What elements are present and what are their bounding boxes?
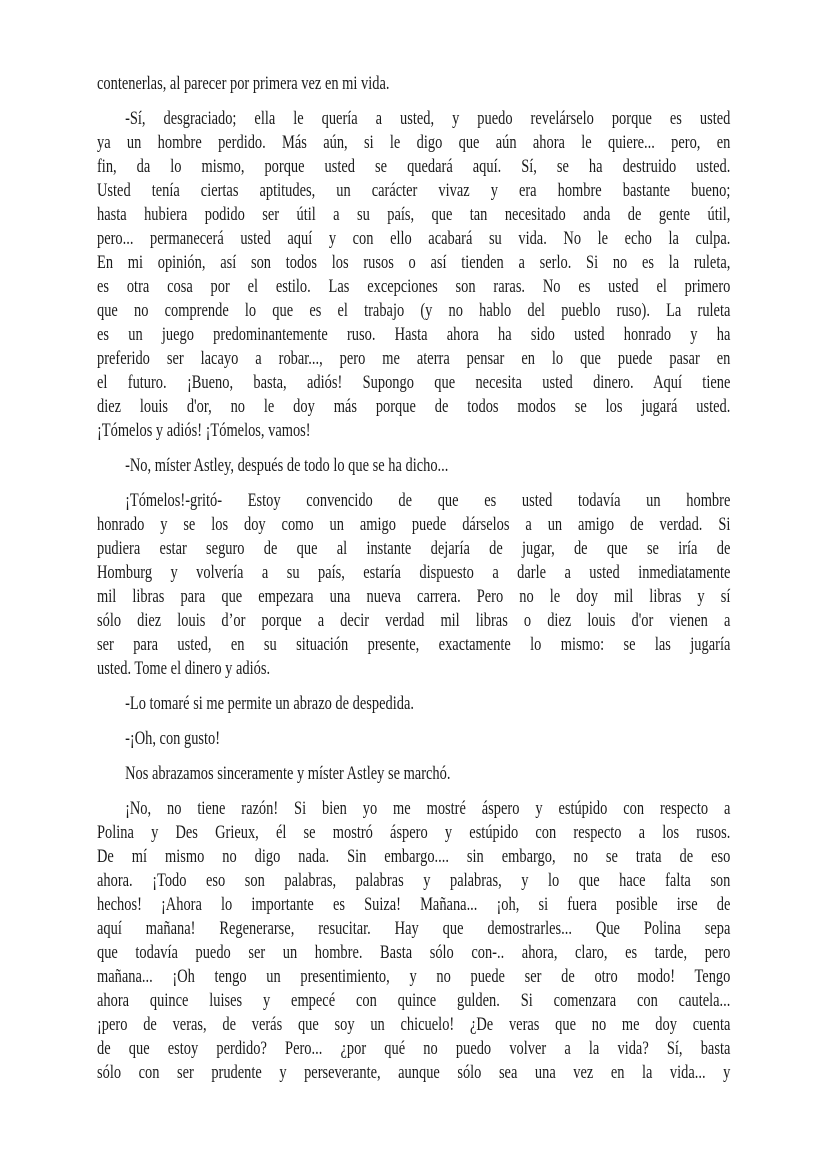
paragraph <box>97 107 730 443</box>
text-line: honrado y se los doy como un amigo puede dárselos a un amigo de verdad. Si <box>97 515 731 535</box>
text-line: diez louis d'or, no le doy más porque de todos modos se los jugará usted. <box>97 397 731 417</box>
paragraph <box>97 72 730 96</box>
text-line: pero... permanecerá usted aquí y con ello acabará su vida. No le echo la culpa. <box>97 229 731 249</box>
paragraph <box>97 489 730 681</box>
paragraph <box>97 727 730 751</box>
text-line: ser para usted, en su situación presente, exactamente lo mismo: se las jugaría <box>97 635 731 655</box>
text-line: hechos! ¡Ahora lo importante es Suiza! Mañana... ¡oh, si fuera posible irse de <box>97 895 731 915</box>
document-page <box>97 72 730 1096</box>
paragraph <box>97 454 730 478</box>
text-line: ya un hombre perdido. Más aún, si le digo que aún ahora le quiere... pero, en <box>97 133 731 153</box>
text-line: ¡pero de veras, de verás que soy un chicuelo! ¿De veras que no me doy cuenta <box>97 1015 731 1035</box>
text-line: ¡Tómelos!-gritó- Estoy convencido de que es usted todavía un hombre <box>125 491 731 511</box>
text-line: -Sí, desgraciado; ella le quería a usted, y puedo revelárselo porque es usted <box>125 109 731 129</box>
text-line: que todavía puedo ser un hombre. Basta sólo con-.. ahora, claro, es tarde, pero <box>97 943 731 963</box>
text-line: ahora quince luises y empecé con quince gulden. Si comenzara con cautela... <box>97 991 731 1011</box>
text-line: hasta hubiera podido ser útil a su país, que tan necesitado anda de gente útil, <box>97 205 731 225</box>
text-line: -Lo tomaré si me permite un abrazo de despedida. <box>125 694 414 714</box>
text-line: aquí mañana! Regenerarse, resucitar. Hay que demostrarles... Que Polina sepa <box>97 919 731 939</box>
text-line: Nos abrazamos sinceramente y míster Astley se marchó. <box>125 764 451 784</box>
text-line: que no comprende lo que es el trabajo (y no hablo del pueblo ruso). La ruleta <box>97 301 731 321</box>
text-line: De mí mismo no digo nada. Sin embargo.... sin embargo, no se trata de eso <box>97 847 731 867</box>
paragraph <box>97 692 730 716</box>
text-line: Polina y Des Grieux, él se mostró áspero y estúpido con respecto a los rusos. <box>97 823 731 843</box>
text-line: de que estoy perdido? Pero... ¿por qué no puedo volver a la vida? Sí, basta <box>97 1039 731 1059</box>
text-line: el futuro. ¡Bueno, basta, adiós! Supongo que necesita usted dinero. Aquí tiene <box>97 373 731 393</box>
text-line: -¡Oh, con gusto! <box>125 729 221 749</box>
text-line: ¡Tómelos y adiós! ¡Tómelos, vamos! <box>97 421 311 441</box>
text-line: -No, míster Astley, después de todo lo que se ha dicho... <box>125 456 449 476</box>
text-line: usted. Tome el dinero y adiós. <box>97 659 271 679</box>
text-line: es otra cosa por el estilo. Las excepciones son raras. No es usted el primero <box>97 277 731 297</box>
text-line: mañana... ¡Oh tengo un presentimiento, y no puede ser de otro modo! Tengo <box>97 967 731 987</box>
paragraph <box>97 762 730 786</box>
text-line: En mi opinión, así son todos los rusos o así tienden a serlo. Si no es la ruleta, <box>97 253 731 273</box>
text-line: sólo con ser prudente y perseverante, aunque sólo sea una vez en la vida... y <box>97 1063 731 1083</box>
paragraph <box>97 797 730 1085</box>
text-line: contenerlas, al parecer por primera vez en mi vida. <box>97 74 390 94</box>
text-line: Homburg y volvería a su país, estaría dispuesto a darle a usted inmediatamente <box>97 563 731 583</box>
text-line: fin, da lo mismo, porque usted se quedará aquí. Sí, se ha destruido usted. <box>97 157 731 177</box>
text-line: preferido ser lacayo a robar..., pero me aterra pensar en lo que puede pasar en <box>97 349 731 369</box>
text-line: Usted tenía ciertas aptitudes, un carácter vivaz y era hombre bastante bueno; <box>97 181 731 201</box>
text-line: pudiera estar seguro de que al instante dejaría de jugar, de que se iría de <box>97 539 731 559</box>
text-line: ahora. ¡Todo eso son palabras, palabras y palabras, y lo que hace falta son <box>97 871 731 891</box>
text-line: es un juego predominantemente ruso. Hasta ahora ha sido usted honrado y ha <box>97 325 731 345</box>
text-line: mil libras para que empezara una nueva carrera. Pero no le doy mil libras y sí <box>97 587 731 607</box>
text-line: sólo diez louis d’or porque a decir verdad mil libras o diez louis d'or vienen a <box>97 611 731 631</box>
text-line: ¡No, no tiene razón! Si bien yo me mostré áspero y estúpido con respecto a <box>125 799 731 819</box>
